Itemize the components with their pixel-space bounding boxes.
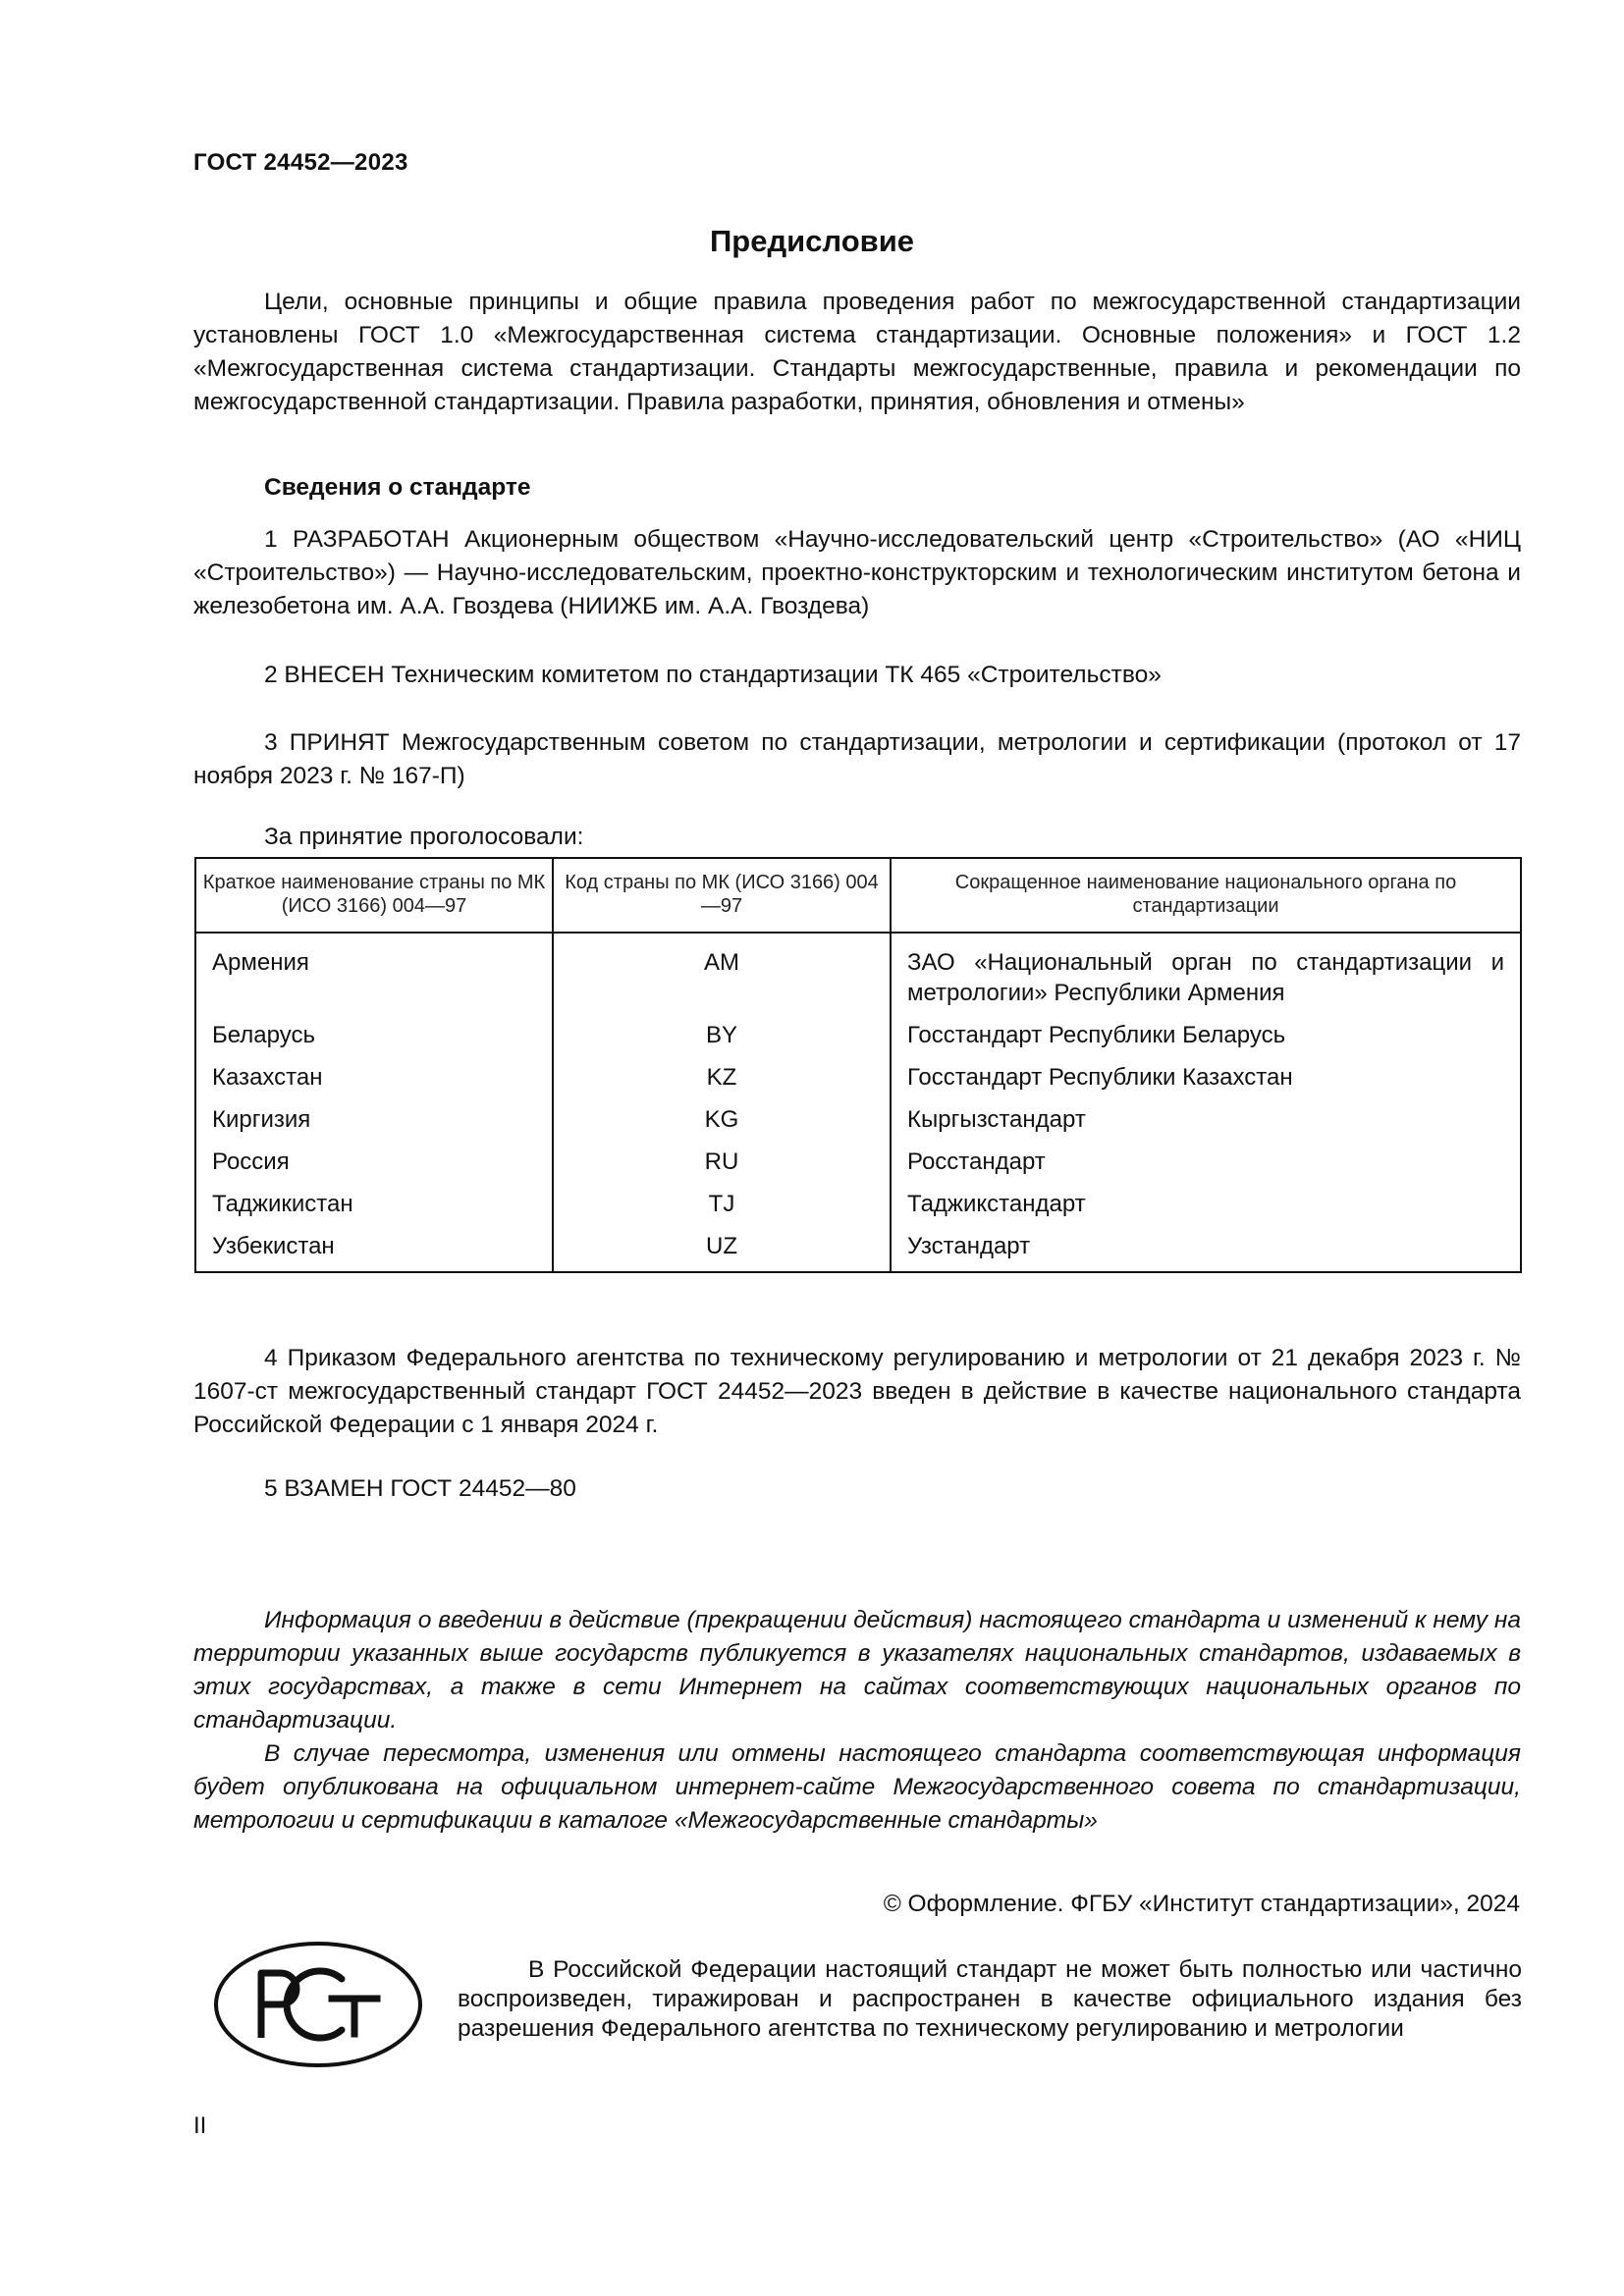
table-row <box>195 1183 1521 1225</box>
code-cell: UZ <box>553 1225 891 1272</box>
body-cell: Госстандарт Республики Казахстан <box>891 1056 1521 1098</box>
voting-table <box>194 857 1522 1273</box>
country-cell: Россия <box>195 1141 553 1183</box>
country-cell: Киргизия <box>195 1098 553 1141</box>
table-row <box>195 1056 1521 1098</box>
table-row <box>195 1098 1521 1141</box>
column-header-body: Сокращенное наименование национального органа по стандартизации <box>891 858 1521 933</box>
body-cell: Таджикстандарт <box>891 1183 1521 1225</box>
rst-mark-icon <box>212 1940 424 2069</box>
rights-notice: В Российской Федерации настоящий стандарт не может быть полностью или частично воспроизведен, тиражирован и распространен в качестве официального издания без разрешения Федерального агентства по техническому регулированию и метрологии <box>458 1956 1522 2042</box>
page-title: Предисловие <box>709 224 914 258</box>
item-adopted: 3 ПРИНЯТ Межгосударственным советом по стандартизации, метрологии и сертификации (протокол от 17 ноября 2023 г. № 167-П) <box>193 729 1521 789</box>
country-cell: Армения <box>195 933 553 1014</box>
column-header-country: Краткое наименование страны по МК (ИСО 3166) 004—97 <box>195 858 553 933</box>
document-header: ГОСТ 24452—2023 <box>193 149 408 176</box>
section-heading-about: Сведения о стандарте <box>264 474 531 501</box>
copyright-line: © Оформление. ФГБУ «Институт стандартизации», 2024 <box>883 1891 1520 1917</box>
code-cell: TJ <box>553 1183 891 1225</box>
code-cell: RU <box>553 1141 891 1183</box>
country-cell: Таджикистан <box>195 1183 553 1225</box>
item-introduced: 2 ВНЕСЕН Техническим комитетом по стандартизации ТК 465 «Строительство» <box>264 662 1162 688</box>
item-replaces: 5 ВЗАМЕН ГОСТ 24452—80 <box>264 1475 576 1502</box>
column-header-code: Код страны по МК (ИСО 3166) 004—97 <box>553 858 891 933</box>
table-row <box>195 933 1521 1014</box>
code-cell: AM <box>553 933 891 1014</box>
item-developed: 1 РАЗРАБОТАН Акционерным обществом «Научно-исследовательский центр «Строительство» (АО «НИЦ «Строительство») — Научно-исследовательским, проектно-конструкторским и технологическим институтом бетона и железобетона им. А.А. Гвоздева (НИИЖБ им. А.А. Гвоздева) <box>193 526 1521 619</box>
item-order: 4 Приказом Федерального агентства по техническому регулированию и метрологии от 21 декабря 2023 г. № 1607-ст межгосударственный стандарт ГОСТ 24452—2023 введен в действие в качестве национального стандарта Российской Федерации с 1 января 2024 г. <box>193 1345 1521 1438</box>
table-row <box>195 1014 1521 1056</box>
intro-paragraph: Цели, основные принципы и общие правила проведения работ по межгосударственной стандартизации установлены ГОСТ 1.0 «Межгосударственная система стандартизации. Основные положения» и ГОСТ 1.2 «Межгосударственная система стандартизации. Стандарты межгосударственные, правила и рекомендации по межгосударственной стандартизации. Правила разработки, принятия, обновления и отмены» <box>193 289 1521 415</box>
page-number: II <box>193 2112 207 2139</box>
body-cell: Госстандарт Республики Беларусь <box>891 1014 1521 1056</box>
body-cell: Кыргызстандарт <box>891 1098 1521 1141</box>
table-header-row <box>195 858 1521 933</box>
body-cell: Росстандарт <box>891 1141 1521 1183</box>
country-cell: Казахстан <box>195 1056 553 1098</box>
table-row <box>195 1141 1521 1183</box>
code-cell: BY <box>553 1014 891 1056</box>
info-note-1: Информация о введении в действие (прекращении действия) настоящего стандарта и изменений к нему на территории указанных выше государств публикуется в указателях национальных стандартов, издаваемых в этих государствах, а также в сети Интернет на сайтах соответствующих национальных органов по стандартизации. <box>193 1607 1521 1734</box>
body-cell: ЗАО «Национальный орган по стандартизации и метрологии» Республики Армения <box>891 933 1521 1014</box>
country-cell: Узбекистан <box>195 1225 553 1272</box>
body-cell: Узстандарт <box>891 1225 1521 1272</box>
code-cell: KG <box>553 1098 891 1141</box>
voted-label: За принятие проголосовали: <box>264 824 584 850</box>
info-note-2: В случае пересмотра, изменения или отмены настоящего стандарта соответствующая информация будет опубликована на официальном интернет-сайте Межгосударственного совета по стандартизации, метрологии и сертификации в каталоге «Межгосударственные стандарты» <box>193 1740 1521 1834</box>
table-row <box>195 1225 1521 1272</box>
country-cell: Беларусь <box>195 1014 553 1056</box>
code-cell: KZ <box>553 1056 891 1098</box>
